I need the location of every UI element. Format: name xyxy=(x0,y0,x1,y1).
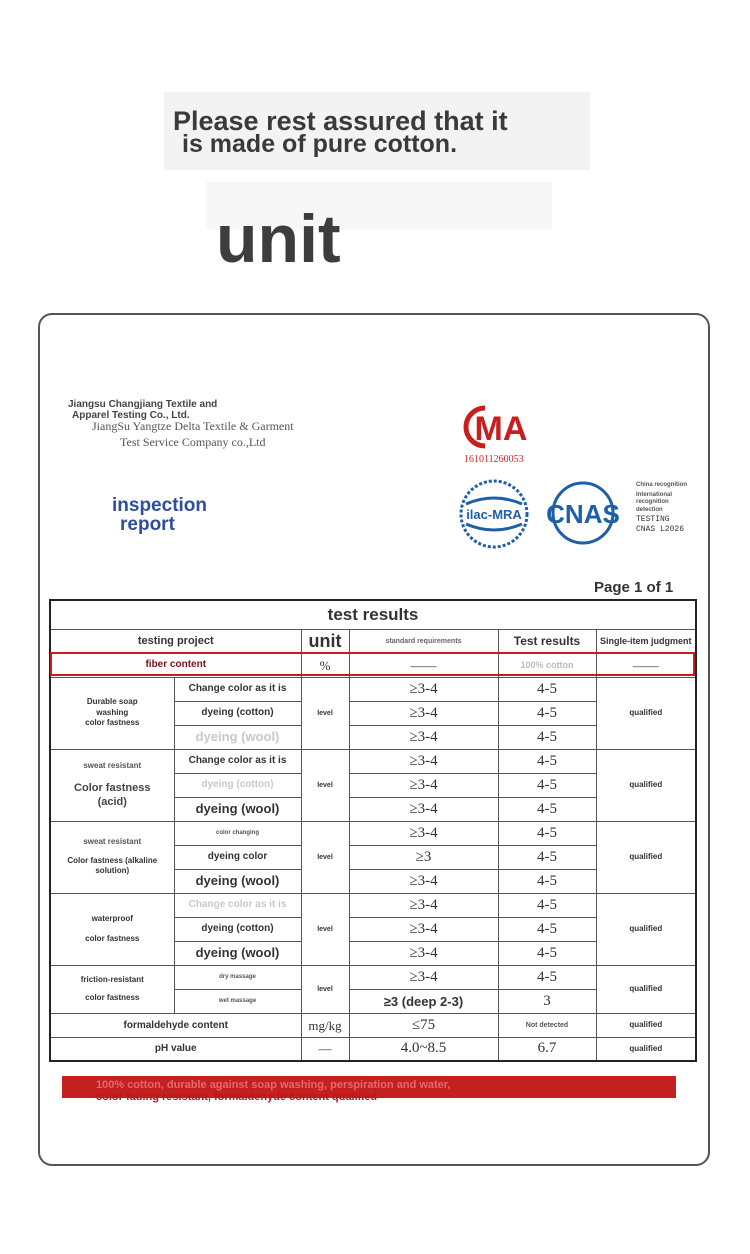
cma-text: MA xyxy=(474,410,528,448)
standard-cell: ≥3-4 xyxy=(349,749,498,773)
company-alt-name xyxy=(92,418,294,450)
header-unit: unit xyxy=(301,629,349,653)
result-cell: 4-5 xyxy=(498,797,596,821)
group-2-judgment: qualified xyxy=(596,749,696,821)
group-5-judgment: qualified xyxy=(596,965,696,1013)
result-cell: 4-5 xyxy=(498,941,596,965)
sub-item: dyeing (wool) xyxy=(174,941,301,965)
result-cell: 4-5 xyxy=(498,965,596,989)
group-1-unit: level xyxy=(301,677,349,749)
table-title: test results xyxy=(50,600,696,629)
headline-banner xyxy=(164,92,590,170)
sub-item: dyeing (wool) xyxy=(174,797,301,821)
sub-item: dyeing (cotton) xyxy=(174,917,301,941)
header-item: testing project xyxy=(50,629,301,653)
sub-item: Change color as it is xyxy=(174,677,301,701)
standard-cell: ≥3 (deep 2-3) xyxy=(349,989,498,1013)
group-1-item-line: washing xyxy=(96,707,129,717)
cnas-description xyxy=(636,482,687,535)
ilac-mra-logo-icon xyxy=(456,478,532,550)
cnas-line-4: detection xyxy=(636,506,663,513)
cnas-line-2: International xyxy=(636,492,673,499)
header-result: Test results xyxy=(498,629,596,653)
group-5-item-line: friction-resistant xyxy=(80,974,144,984)
fiber-standard: —— xyxy=(349,653,498,677)
cnas-line-3: recognition xyxy=(636,499,669,506)
result-cell: 4-5 xyxy=(498,725,596,749)
fiber-judgment: —— xyxy=(596,653,696,677)
table-title-row xyxy=(50,600,696,629)
formaldehyde-row xyxy=(50,1013,696,1037)
table-row xyxy=(50,749,696,773)
group-3-judgment: qualified xyxy=(596,821,696,893)
sub-item: color changing xyxy=(174,821,301,845)
ph-standard: 4.0~8.5 xyxy=(349,1037,498,1061)
result-cell: 4-5 xyxy=(498,821,596,845)
sub-item: dyeing (cotton) xyxy=(174,773,301,797)
cnas-line-5: TESTING xyxy=(636,514,670,524)
standard-cell: ≥3 xyxy=(349,845,498,869)
result-cell: 4-5 xyxy=(498,677,596,701)
group-4-item-line: waterproof xyxy=(91,913,133,923)
result-cell: 3 xyxy=(498,989,596,1013)
standard-cell: ≥3-4 xyxy=(349,869,498,893)
sub-item: dry massage xyxy=(174,965,301,989)
unit-heading: unit xyxy=(216,201,341,277)
header-standard: standard requirements xyxy=(349,629,498,653)
ph-unit: — xyxy=(301,1037,349,1061)
result-cell: 4-5 xyxy=(498,773,596,797)
group-4-item xyxy=(50,893,174,965)
group-2-unit: level xyxy=(301,749,349,821)
cma-logo-icon xyxy=(455,404,545,450)
group-1-item-line: color fastness xyxy=(85,718,140,728)
inspection-title-line-1: inspection xyxy=(112,495,208,516)
summary-line-1: 100% cotton, durable against soap washing, perspiration and water, xyxy=(96,1080,451,1091)
result-cell: 4-5 xyxy=(498,917,596,941)
sub-item: Change color as it is xyxy=(174,749,301,773)
company-alt-line-2: Test Service Company co.,Ltd xyxy=(120,435,266,450)
group-2-item xyxy=(50,749,174,821)
formaldehyde-label: formaldehyde content xyxy=(50,1013,301,1037)
headline-line-1: Please rest assured that it xyxy=(173,106,508,136)
fiber-label: fiber content xyxy=(50,653,301,677)
result-cell: 4-5 xyxy=(498,701,596,725)
standard-cell: ≥3-4 xyxy=(349,917,498,941)
group-2-item-line: Color fastness xyxy=(74,781,151,794)
fiber-result: 100% cotton xyxy=(498,653,596,677)
group-2-item-line: (acid) xyxy=(97,796,127,809)
cnas-line-1: China recognition xyxy=(636,482,687,488)
table-header-row xyxy=(50,629,696,653)
standard-cell: ≥3-4 xyxy=(349,941,498,965)
standard-cell: ≥3-4 xyxy=(349,677,498,701)
standard-cell: ≥3-4 xyxy=(349,893,498,917)
standard-cell: ≥3-4 xyxy=(349,797,498,821)
group-5-unit: level xyxy=(301,965,349,1013)
formaldehyde-standard: ≤75 xyxy=(349,1013,498,1037)
ilac-text: ilac-MRA xyxy=(466,507,522,522)
company-name-line-2: Apparel Testing Co., Ltd. xyxy=(72,410,190,421)
table-row xyxy=(50,965,696,989)
sub-item: Change color as it is xyxy=(174,893,301,917)
standard-cell: ≥3-4 xyxy=(349,701,498,725)
group-3-item-line: solution) xyxy=(95,866,130,876)
table-row xyxy=(50,893,696,917)
fiber-highlight-box xyxy=(50,652,695,676)
group-5-item-line: color fastness xyxy=(85,993,140,1002)
result-cell: 4-5 xyxy=(498,845,596,869)
cma-number: 161011260053 xyxy=(464,454,524,465)
inspection-title-line-2: report xyxy=(120,514,175,535)
group-1-item-line: Durable soap xyxy=(86,697,138,707)
group-2-item-line: sweat resistant xyxy=(83,760,142,770)
standard-cell: ≥3-4 xyxy=(349,773,498,797)
group-4-item-line: color fastness xyxy=(85,934,140,943)
standard-cell: ≥3-4 xyxy=(349,821,498,845)
fiber-unit: % xyxy=(301,653,349,677)
formaldehyde-judgment: qualified xyxy=(596,1013,696,1037)
table-row xyxy=(50,677,696,701)
group-3-item-line: Color fastness (alkaline xyxy=(67,855,158,865)
group-1-item xyxy=(50,677,174,749)
sub-item: dyeing (cotton) xyxy=(174,701,301,725)
headline-line-2: is made of pure cotton. xyxy=(182,130,458,158)
sub-item: dyeing (wool) xyxy=(174,869,301,893)
cnas-line-6: CNAS L2026 xyxy=(636,525,685,535)
group-3-item xyxy=(50,821,174,893)
cnas-logo-icon xyxy=(541,480,627,546)
ph-judgment: qualified xyxy=(596,1037,696,1061)
result-cell: 4-5 xyxy=(498,749,596,773)
standard-cell: ≥3-4 xyxy=(349,965,498,989)
sub-item: wet massage xyxy=(174,989,301,1013)
formaldehyde-result: Not detected xyxy=(498,1013,596,1037)
group-3-unit: level xyxy=(301,821,349,893)
standard-cell: ≥3-4 xyxy=(349,725,498,749)
result-cell: 4-5 xyxy=(498,893,596,917)
result-cell: 4-5 xyxy=(498,869,596,893)
company-alt-line-1: JiangSu Yangtze Delta Textile & Garment xyxy=(92,419,294,433)
ph-result: 6.7 xyxy=(498,1037,596,1061)
sub-item: dyeing color xyxy=(174,845,301,869)
ph-label: pH value xyxy=(50,1037,301,1061)
summary-text xyxy=(96,1080,676,1103)
group-3-item-line: sweat resistant xyxy=(83,837,142,847)
summary-line-2: color fading resistant, formaldehyde content qualified xyxy=(96,1091,378,1103)
table-row xyxy=(50,821,696,845)
group-5-item xyxy=(50,965,174,1013)
sub-item: dyeing (wool) xyxy=(174,725,301,749)
page-number: Page 1 of 1 xyxy=(594,579,674,596)
inspection-report-title xyxy=(112,496,207,534)
cnas-text: CNAS xyxy=(546,499,620,529)
group-4-judgment: qualified xyxy=(596,893,696,965)
formaldehyde-unit: mg/kg xyxy=(301,1013,349,1037)
group-4-unit: level xyxy=(301,893,349,965)
ph-row xyxy=(50,1037,696,1061)
group-1-judgment: qualified xyxy=(596,677,696,749)
company-name-line-1: Jiangsu Changjiang Textile and xyxy=(68,399,218,410)
header-judgment: Single-item judgment xyxy=(596,629,696,653)
